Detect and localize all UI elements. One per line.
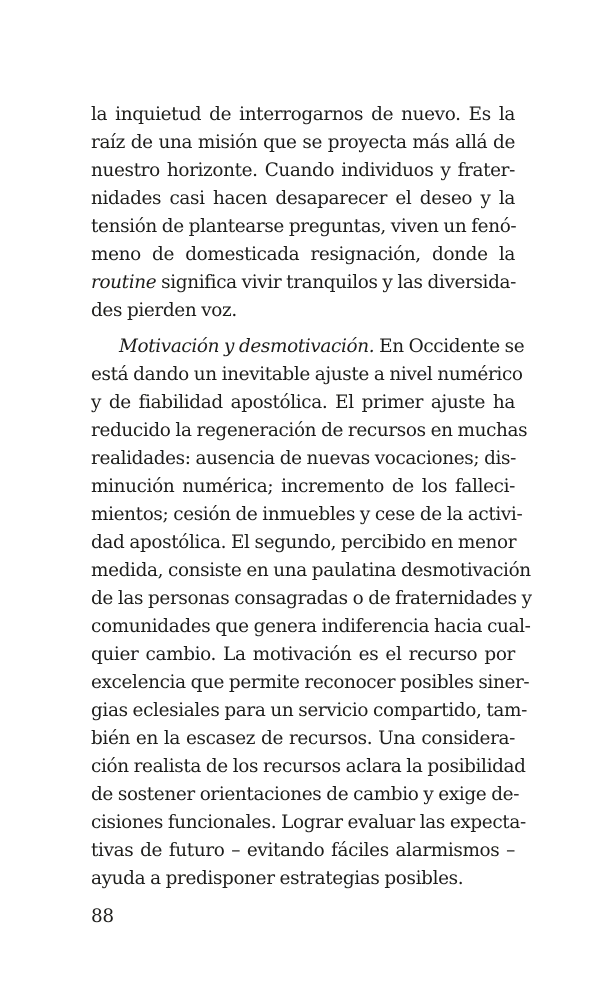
- text-line: tensión de plantearse preguntas, viven un fenó-: [91, 216, 517, 237]
- paragraph-1: [91, 101, 515, 325]
- text-line: excelencia que permite reconocer posibles siner-: [91, 672, 530, 693]
- text-line: cisiones funcionales. Lograr evaluar las expecta-: [91, 812, 526, 833]
- text-line: meno de domesticada resignación, donde la: [91, 244, 515, 265]
- page-number: 88: [91, 906, 114, 927]
- text-line: la inquietud de interrogarnos de nuevo. Es la: [91, 104, 515, 125]
- text-line: realidades: ausencia de nuevas vocaciones; dis-: [91, 448, 516, 469]
- paragraph-2: [91, 333, 532, 893]
- text-line: [91, 269, 515, 297]
- text-line: raíz de una misión que se proyecta más allá de: [91, 132, 515, 153]
- text-fragment: significa vivir tranquilos y las diversida-: [156, 272, 516, 293]
- text-line: dad apostólica. El segundo, percibido en menor: [91, 532, 517, 553]
- text-line: mientos; cesión de inmuebles y cese de la activi-: [91, 504, 523, 525]
- text-fragment: En Occidente se: [374, 336, 525, 357]
- text-line: de las personas consagradas o de fraternidades y: [91, 588, 532, 609]
- section-run-in-heading: Motivación y desmotivación.: [119, 336, 375, 357]
- text-line: y de fiabilidad apostólica. El primer ajuste ha: [91, 392, 515, 413]
- text-line: nuestro horizonte. Cuando individuos y frater-: [91, 160, 515, 181]
- text-line: reducido la regeneración de recursos en muchas: [91, 420, 528, 441]
- text-line: bién en la escasez de recursos. Una considera-: [91, 728, 515, 749]
- text-line: des pierden voz.: [91, 300, 237, 321]
- text-line: tivas de futuro – evitando fáciles alarmismos –: [91, 840, 515, 861]
- paragraph-gap: [91, 325, 515, 333]
- text-line: minución numérica; incremento de los falleci-: [91, 476, 515, 497]
- italic-word: routine: [91, 272, 157, 293]
- text-line: gias eclesiales para un servicio compartido, tam-: [91, 700, 527, 721]
- text-line: está dando un inevitable ajuste a nivel numérico: [91, 364, 523, 385]
- text-line: nidades casi hacen desaparecer el deseo y la: [91, 188, 515, 209]
- text-line: de sostener orientaciones de cambio y exige de-: [91, 784, 520, 805]
- text-line: ción realista de los recursos aclara la posibilidad: [91, 756, 526, 777]
- text-line: [91, 333, 525, 361]
- text-line: comunidades que genera indiferencia hacia cual-: [91, 616, 531, 637]
- text-line: quier cambio. La motivación es el recurso por: [91, 644, 515, 665]
- body-text: [91, 101, 532, 893]
- text-line: ayuda a predisponer estrategias posibles.: [91, 868, 464, 889]
- text-line: medida, consiste en una paulatina desmotivación: [91, 560, 531, 581]
